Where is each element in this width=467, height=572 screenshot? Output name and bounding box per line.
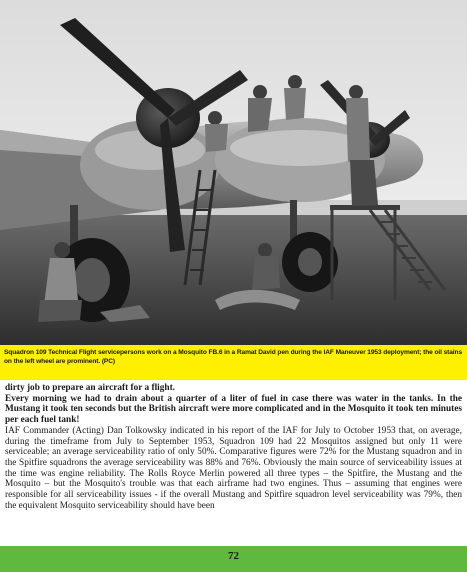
photo-caption: Squadron 109 Technical Flight servicepersons work on a Mosquito FB.6 in a Ramat David pen during the IAF Maneuver 1953 deployment; the oil stains on the left wheel are prominent. (PC)	[4, 349, 463, 365]
lead-fragment: dirty job to prepare an aircraft for a flight.	[5, 383, 175, 393]
photo-caption-box	[0, 345, 467, 380]
body-text	[5, 383, 462, 511]
page-number: 72	[228, 550, 239, 562]
quote-paragraph: Every morning we had to drain about a quarter of a liter of fuel in case there was water in the tanks. In the Mustang it took ten seconds but the British aircraft were more complicated and in the Mosquito it took ten minutes per each fuel tank!	[5, 393, 462, 426]
report-paragraph: IAF Commander (Acting) Dan Tolkowsky indicated in his report of the IAF for July to October 1953 that, on average, during the timeframe from July to September 1953, Squadron 109 had 22 Mosquitos assigned but only 11 were serviceable; an average serviceability ratio of only 50%. Comparative figures were 72% for the Mustang squadron and in the Spitfire squadrons the average serviceability was 88% and 76%. Obviously the main source of serviceability issues at the time was engine reliability. The Rolls Royce Merlin powered all three types – the Spitfire, the Mustang and the Mosquito – but the Mosquito's trouble was that each airframe had two engines. Thus – assuming that engines were responsible for all serviceability issues - if the overall Mustang and Spitfire squadron level serviceability was 79%, then the equivalent Mosquito serviceability should have been	[5, 425, 462, 511]
page-footer	[0, 546, 467, 572]
